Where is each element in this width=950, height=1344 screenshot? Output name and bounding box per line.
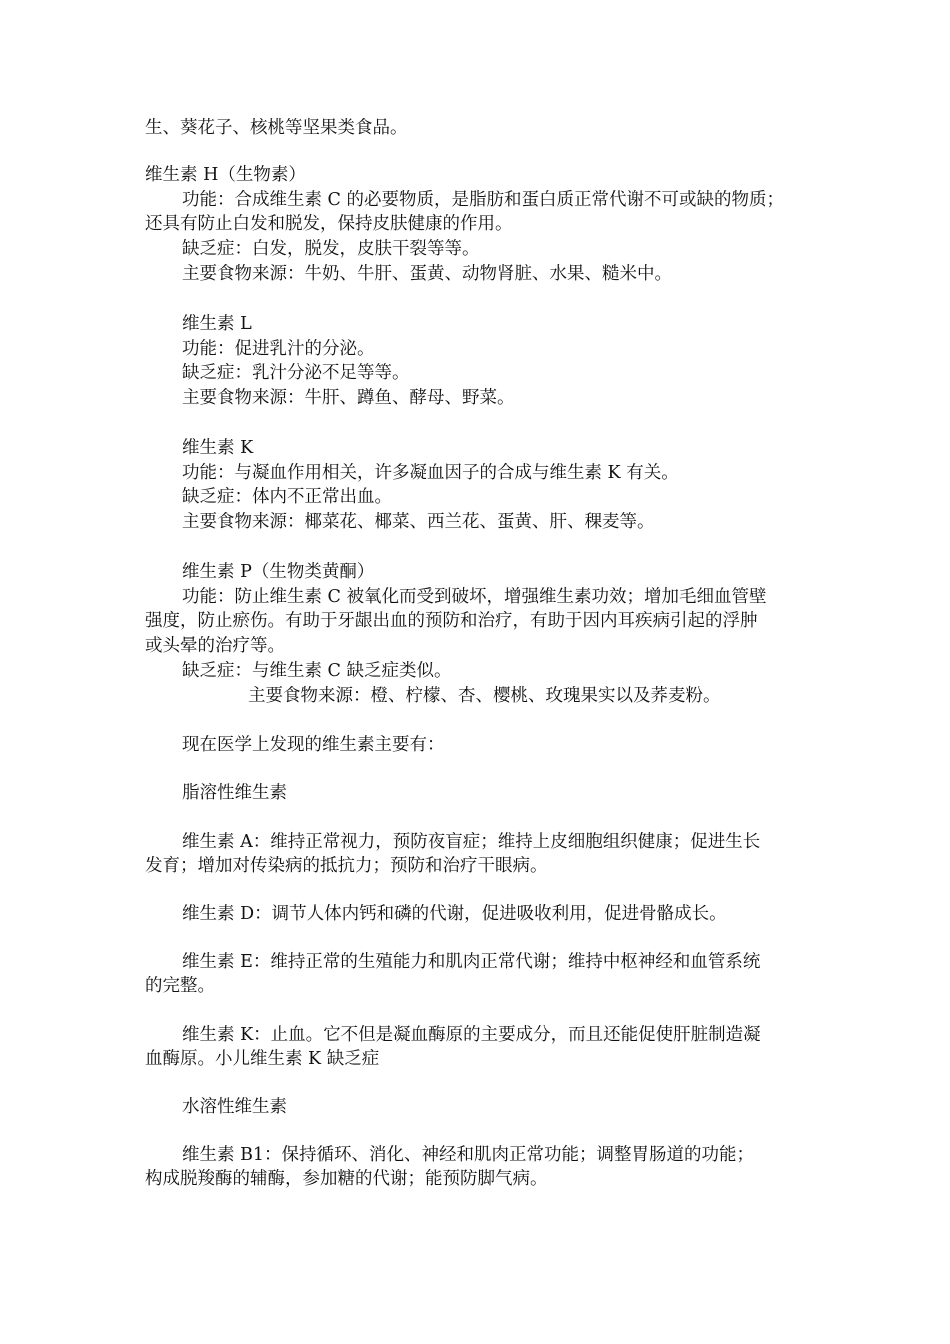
text-line: 构成脱羧酶的辅酶，参加糖的代谢；能预防脚气病。 <box>145 1169 548 1189</box>
section-heading-vitamin-k: 维生素 K <box>182 438 254 458</box>
text-line: 生、葵花子、核桃等坚果类食品。 <box>145 118 408 138</box>
text-line: 还具有防止白发和脱发，保持皮肤健康的作用。 <box>145 214 513 234</box>
text-line: 主要食物来源：牛奶、牛肝、蛋黄、动物肾脏、水果、糙米中。 <box>182 264 672 284</box>
text-line: 功能：与凝血作用相关，许多凝血因子的合成与维生素 K 有关。 <box>182 463 679 483</box>
text-line: 维生素 A：维持正常视力，预防夜盲症；维持上皮细胞组织健康；促进生长 <box>182 832 761 852</box>
text-line: 维生素 E：维持正常的生殖能力和肌肉正常代谢；维持中枢神经和血管系统 <box>182 952 761 972</box>
text-line: 功能：合成维生素 C 的必要物质，是脂肪和蛋白质正常代谢不可或缺的物质； <box>182 190 785 210</box>
text-line: 主要食物来源：牛肝、蹲鱼、酵母、野菜。 <box>182 388 515 408</box>
text-line: 缺乏症：白发，脱发，皮肤干裂等等。 <box>182 239 480 259</box>
section-heading-vitamin-p: 维生素 P（生物类黄酮） <box>182 562 375 582</box>
text-line: 血酶原。小儿维生素 K 缺乏症 <box>145 1049 380 1069</box>
text-line: 现在医学上发现的维生素主要有： <box>182 735 445 755</box>
section-heading-vitamin-h: 维生素 H（生物素） <box>145 165 306 185</box>
section-heading-vitamin-l: 维生素 L <box>182 314 252 334</box>
text-line: 缺乏症：乳汁分泌不足等等。 <box>182 363 410 383</box>
text-line: 主要食物来源：椰菜花、椰菜、西兰花、蛋黄、肝、稞麦等。 <box>182 512 655 532</box>
text-line: 主要食物来源：橙、柠檬、杏、樱桃、玫瑰果实以及荞麦粉。 <box>248 686 721 706</box>
text-line: 强度，防止瘀伤。有助于牙龈出血的预防和治疗，有助于因内耳疾病引起的浮肿 <box>145 611 758 631</box>
section-heading-fat-soluble: 脂溶性维生素 <box>182 783 287 803</box>
text-line: 维生素 K：止血。它不但是凝血酶原的主要成分，而且还能促使肝脏制造凝 <box>182 1025 761 1045</box>
text-line: 发育；增加对传染病的抵抗力；预防和治疗干眼病。 <box>145 856 548 876</box>
text-line: 缺乏症：与维生素 C 缺乏症类似。 <box>182 661 452 681</box>
text-line: 功能：促进乳汁的分泌。 <box>182 339 375 359</box>
text-line: 或头晕的治疗等。 <box>145 636 285 656</box>
text-line: 功能：防止维生素 C 被氧化而受到破坏，增强维生素功效；增加毛细血管壁 <box>182 587 767 607</box>
text-line: 的完整。 <box>145 976 215 996</box>
text-line: 缺乏症：体内不正常出血。 <box>182 487 392 507</box>
text-line: 维生素 B1：保持循环、消化、神经和肌肉正常功能；调整胃肠道的功能； <box>182 1145 755 1165</box>
section-heading-water-soluble: 水溶性维生素 <box>182 1097 287 1117</box>
text-line: 维生素 D：调节人体内钙和磷的代谢，促进吸收利用，促进骨骼成长。 <box>182 904 727 924</box>
